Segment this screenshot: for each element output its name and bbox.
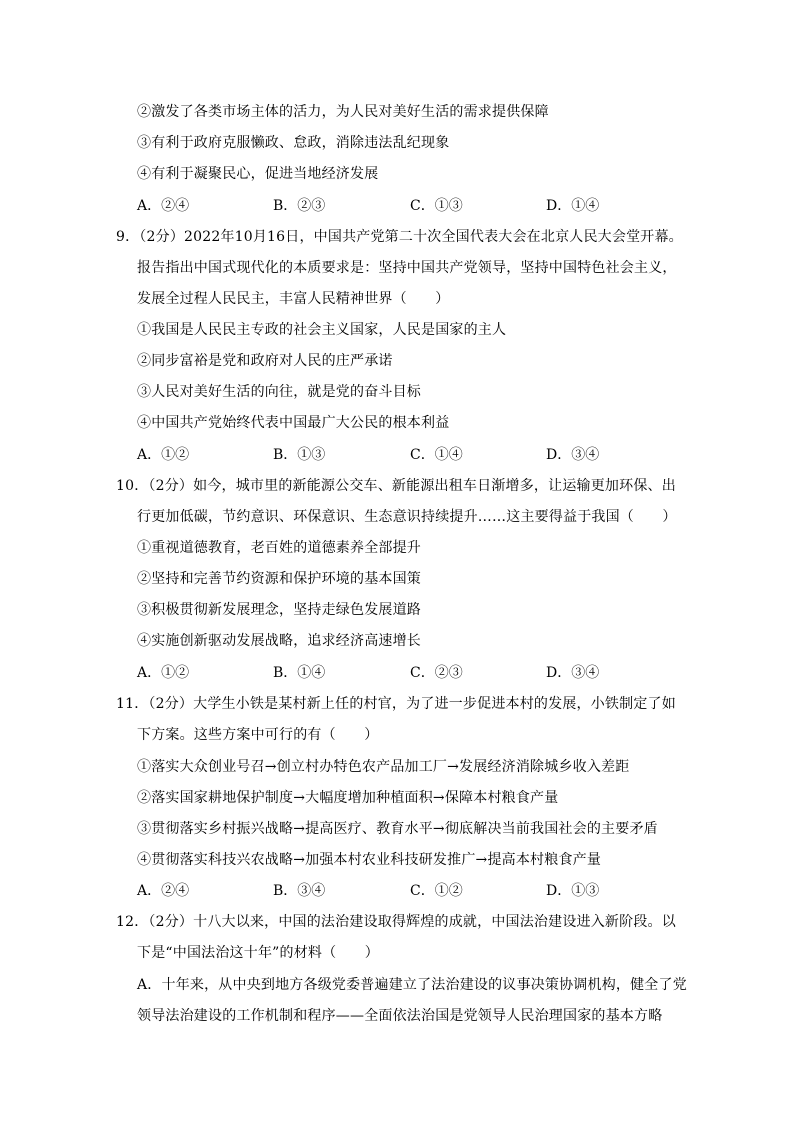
q11-option-b: B．③④ bbox=[273, 883, 326, 899]
q8-item-4: ④有利于凝聚民心，促进当地经济发展 bbox=[137, 166, 379, 182]
q11-item-4: ④贯彻落实科技兴农战略→加强本村农业科技研发推广→提高本村粮食产量 bbox=[137, 852, 602, 868]
q11-item-2: ②落实国家耕地保护制度→大幅度增加种植面积→保障本村粮食产量 bbox=[137, 790, 559, 806]
q8-option-b: B．②③ bbox=[273, 198, 326, 214]
q10-stem-line-1: 10．（2分）如今，城市里的新能源公交车、新能源出租车日渐增多，让运输更加环保、出 bbox=[116, 478, 676, 494]
q11-stem-line-1: 11．（2分）大学生小铁是某村新上任的村官，为了进一步促进本村的发展，小铁制定了如 bbox=[116, 696, 676, 712]
q11-item-3: ③贯彻落实乡村振兴战略→提高医疗、教育水平→彻底解决当前我国社会的主要矛盾 bbox=[137, 821, 658, 837]
q8-item-3: ③有利于政府克服懒政、怠政，消除违法乱纪现象 bbox=[137, 135, 450, 151]
q9-item-4: ④中国共产党始终代表中国最广大公民的根本利益 bbox=[137, 415, 450, 431]
q10-option-d: D．③④ bbox=[546, 665, 600, 681]
q10-item-3: ③积极贯彻新发展理念，坚持走绿色发展道路 bbox=[137, 602, 421, 618]
q10-item-1: ①重视道德教育，老百姓的道德素养全部提升 bbox=[137, 540, 421, 556]
q9-option-d: D．③④ bbox=[546, 447, 600, 463]
q9-option-c: C．①④ bbox=[410, 447, 463, 463]
q9-item-1: ①我国是人民民主专政的社会主义国家，人民是国家的主人 bbox=[137, 322, 507, 338]
q8-options bbox=[0, 196, 794, 216]
q9-options bbox=[0, 445, 794, 465]
q9-item-3: ③人民对美好生活的向往，就是党的奋斗目标 bbox=[137, 384, 421, 400]
q12-stem-line-2: 下是“中国法治这十年”的材料（ ） bbox=[137, 945, 379, 961]
q12-option-a-line-2: 领导法治建设的工作机制和程序——全面依法治国是党领导人民治理国家的基本方略 bbox=[137, 1008, 663, 1024]
q12-stem-line-1: 12．（2分）十八大以来，中国的法治建设取得辉煌的成就，中国法治建设进入新阶段。以 bbox=[116, 914, 676, 930]
q9-stem-line-1: 9．（2分）2022年10月16日，中国共产党第二十次全国代表大会在北京人民大会堂开幕。 bbox=[116, 229, 683, 245]
q12-option-a-line-1: A．十年来，从中央到地方各级党委普遍建立了法治建设的议事决策协调机构，健全了党 bbox=[137, 977, 687, 993]
q8-option-c: C．①③ bbox=[410, 198, 463, 214]
q10-stem-line-2: 行更加低碳，节约意识、环保意识、生态意识持续提升……这主要得益于我国（ ） bbox=[137, 509, 677, 525]
q8-item-2: ②激发了各类市场主体的活力，为人民对美好生活的需求提供保障 bbox=[137, 104, 549, 120]
q11-options bbox=[0, 881, 794, 901]
q8-option-d: D．①④ bbox=[546, 198, 600, 214]
q11-option-d: D．①③ bbox=[546, 883, 600, 899]
q10-option-c: C．②③ bbox=[410, 665, 463, 681]
q9-item-2: ②同步富裕是党和政府对人民的庄严承诺 bbox=[137, 353, 393, 369]
q10-option-b: B．①④ bbox=[273, 665, 326, 681]
q8-option-a: A．②④ bbox=[137, 198, 190, 214]
q11-option-c: C．①② bbox=[410, 883, 463, 899]
q10-option-a: A．①② bbox=[137, 665, 190, 681]
q9-option-b: B．①③ bbox=[273, 447, 326, 463]
q10-item-4: ④实施创新驱动发展战略，追求经济高速增长 bbox=[137, 633, 421, 649]
q11-stem-line-2: 下方案。这些方案中可行的有（ ） bbox=[137, 727, 379, 743]
q9-stem-line-3: 发展全过程人民民主，丰富人民精神世界（ ） bbox=[137, 291, 450, 307]
q9-option-a: A．①② bbox=[137, 447, 190, 463]
q10-item-2: ②坚持和完善节约资源和保护环境的基本国策 bbox=[137, 571, 421, 587]
q9-stem-line-2: 报告指出中国式现代化的本质要求是：坚持中国共产党领导，坚持中国特色社会主义， bbox=[137, 260, 677, 276]
q11-item-1: ①落实大众创业号召→创立村办特色农产品加工厂→发展经济消除城乡收入差距 bbox=[137, 759, 630, 775]
q11-option-a: A．②④ bbox=[137, 883, 190, 899]
q10-options bbox=[0, 663, 794, 683]
